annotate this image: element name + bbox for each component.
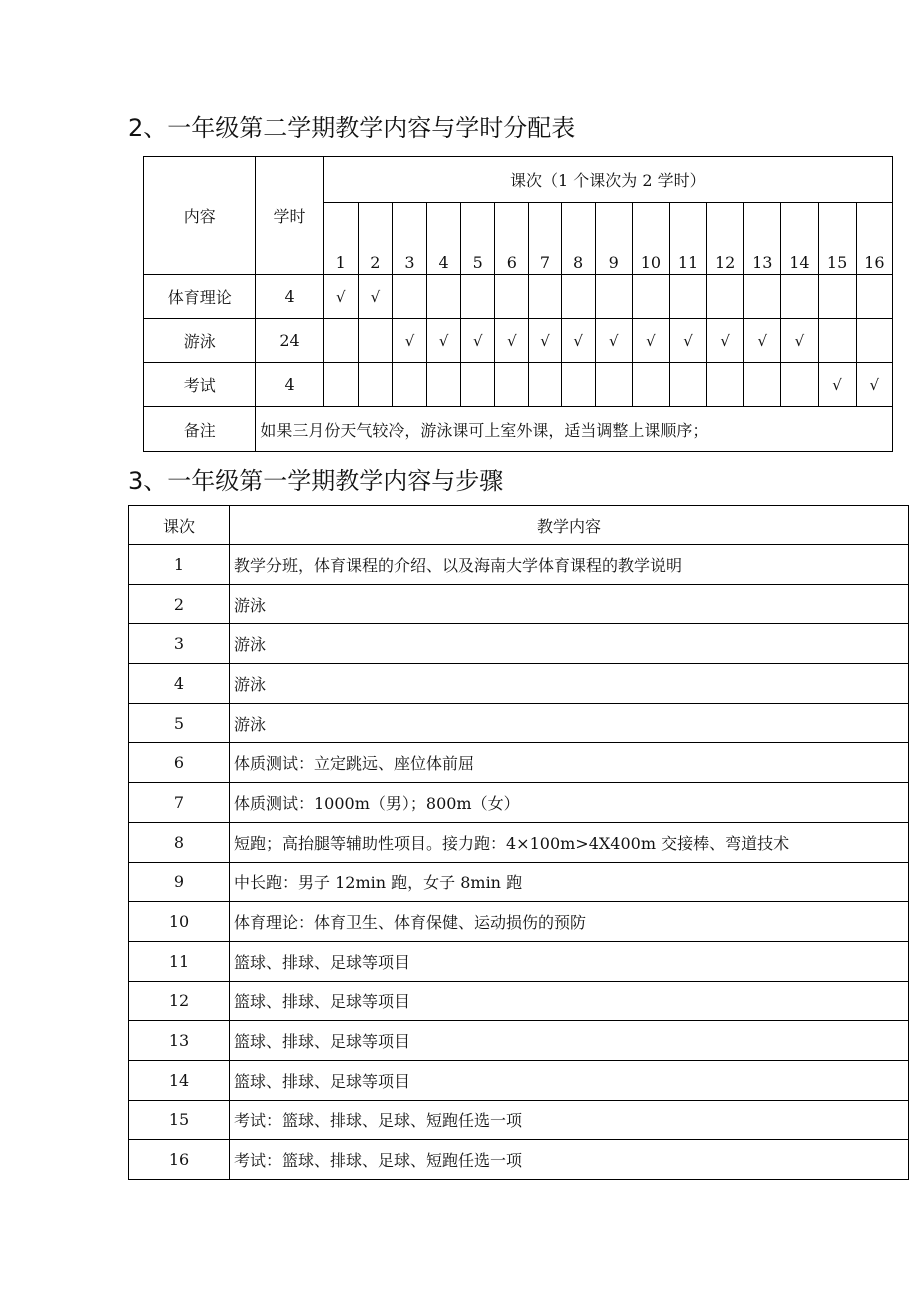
session-content: 体质测试：立定跳远、座位体前屈 [230,743,909,783]
teaching-steps-table [128,505,909,1180]
session-content: 体育理论：体育卫生、体育保健、运动损伤的预防 [230,902,909,942]
check-mark: √ [461,319,495,363]
check-mark: √ [358,275,392,319]
session-number: 6 [129,743,230,783]
session-content: 短跑；高抬腿等辅助性项目。接力跑：4×100m>4X400m 交接棒、弯道技术 [230,822,909,862]
header-sessions: 课次（1 个课次为 2 学时） [323,157,892,203]
empty-cell [427,363,461,407]
session-number: 5 [129,703,230,743]
row-hours: 4 [256,363,323,407]
empty-cell [818,319,856,363]
session-number: 14 [129,1060,230,1100]
empty-cell [495,275,529,319]
empty-cell [323,319,358,363]
session-number: 15 [818,203,856,275]
table-row [129,783,909,823]
session-number: 13 [129,1021,230,1061]
hours-allocation-table [143,156,893,452]
empty-cell [781,275,818,319]
section3-title: 3、一年级第一学期教学内容与步骤 [128,467,504,495]
session-number: 1 [323,203,358,275]
session-content: 篮球、排球、足球等项目 [230,1060,909,1100]
check-mark: √ [818,363,856,407]
empty-cell [392,363,426,407]
table-row [129,862,909,902]
row-content: 体育理论 [144,275,256,319]
table-row [129,624,909,664]
header-session: 课次 [129,506,230,545]
empty-cell [595,363,632,407]
check-mark: √ [707,319,744,363]
session-number: 11 [129,941,230,981]
empty-cell [358,363,392,407]
session-number: 8 [129,822,230,862]
table-row [129,703,909,743]
session-content: 游泳 [230,584,909,624]
check-mark: √ [392,319,426,363]
check-mark: √ [529,319,561,363]
row-content: 考试 [144,363,256,407]
empty-cell [561,275,595,319]
session-content: 中长跑：男子 12min 跑，女子 8min 跑 [230,862,909,902]
empty-cell [529,363,561,407]
empty-cell [632,275,669,319]
empty-cell [461,275,495,319]
empty-cell [461,363,495,407]
check-mark: √ [856,363,892,407]
session-content: 篮球、排球、足球等项目 [230,941,909,981]
session-content: 考试：篮球、排球、足球、短跑任选一项 [230,1140,909,1180]
session-number: 1 [129,545,230,585]
session-number: 10 [632,203,669,275]
empty-cell [707,275,744,319]
session-number: 16 [856,203,892,275]
row-hours: 4 [256,275,323,319]
table-row [129,822,909,862]
check-mark: √ [495,319,529,363]
table-row [129,545,909,585]
empty-cell [781,363,818,407]
session-number: 12 [707,203,744,275]
session-number: 6 [495,203,529,275]
session-number: 15 [129,1100,230,1140]
empty-cell [707,363,744,407]
header-hours: 学时 [256,157,323,275]
empty-cell [818,275,856,319]
row-hours: 24 [256,319,323,363]
table-row [129,743,909,783]
table-row [129,1060,909,1100]
empty-cell [744,363,781,407]
check-mark: √ [632,319,669,363]
session-content: 体质测试：1000m（男）；800m（女） [230,783,909,823]
empty-cell [595,275,632,319]
check-mark: √ [669,319,706,363]
empty-cell [561,363,595,407]
session-number: 7 [529,203,561,275]
table-row [129,584,909,624]
remark-label: 备注 [144,407,256,452]
session-number: 9 [129,862,230,902]
check-mark: √ [744,319,781,363]
session-number: 5 [461,203,495,275]
table-row [129,664,909,704]
check-mark: √ [781,319,818,363]
empty-cell [856,275,892,319]
table-row [129,1140,909,1180]
session-number: 3 [392,203,426,275]
empty-cell [744,275,781,319]
empty-cell [427,275,461,319]
session-number: 11 [669,203,706,275]
session-number: 12 [129,981,230,1021]
empty-cell [529,275,561,319]
empty-cell [358,319,392,363]
session-content: 游泳 [230,703,909,743]
session-content: 游泳 [230,624,909,664]
header-teaching-content: 教学内容 [230,506,909,545]
session-content: 考试：篮球、排球、足球、短跑任选一项 [230,1100,909,1140]
empty-cell [669,275,706,319]
session-content: 游泳 [230,664,909,704]
empty-cell [392,275,426,319]
table-row [129,1021,909,1061]
empty-cell [669,363,706,407]
session-content: 篮球、排球、足球等项目 [230,981,909,1021]
table-row [144,363,893,407]
session-number: 4 [129,664,230,704]
session-number: 3 [129,624,230,664]
session-number: 2 [358,203,392,275]
session-content: 教学分班，体育课程的介绍、以及海南大学体育课程的教学说明 [230,545,909,585]
check-mark: √ [595,319,632,363]
empty-cell [323,363,358,407]
section2-title: 2、一年级第二学期教学内容与学时分配表 [128,114,576,142]
table-row [129,981,909,1021]
table-row [144,319,893,363]
session-number: 10 [129,902,230,942]
table-row [129,902,909,942]
check-mark: √ [323,275,358,319]
session-number: 9 [595,203,632,275]
table-row [129,941,909,981]
row-content: 游泳 [144,319,256,363]
session-number: 13 [744,203,781,275]
session-number: 7 [129,783,230,823]
table-row [129,1100,909,1140]
header-content: 内容 [144,157,256,275]
empty-cell [856,319,892,363]
empty-cell [632,363,669,407]
remark-text: 如果三月份天气较冷，游泳课可上室外课，适当调整上课顺序； [256,407,893,452]
check-mark: √ [427,319,461,363]
session-content: 篮球、排球、足球等项目 [230,1021,909,1061]
session-number: 4 [427,203,461,275]
table-row [144,275,893,319]
session-number: 8 [561,203,595,275]
session-number: 16 [129,1140,230,1180]
check-mark: √ [561,319,595,363]
empty-cell [495,363,529,407]
session-number: 2 [129,584,230,624]
session-number: 14 [781,203,818,275]
